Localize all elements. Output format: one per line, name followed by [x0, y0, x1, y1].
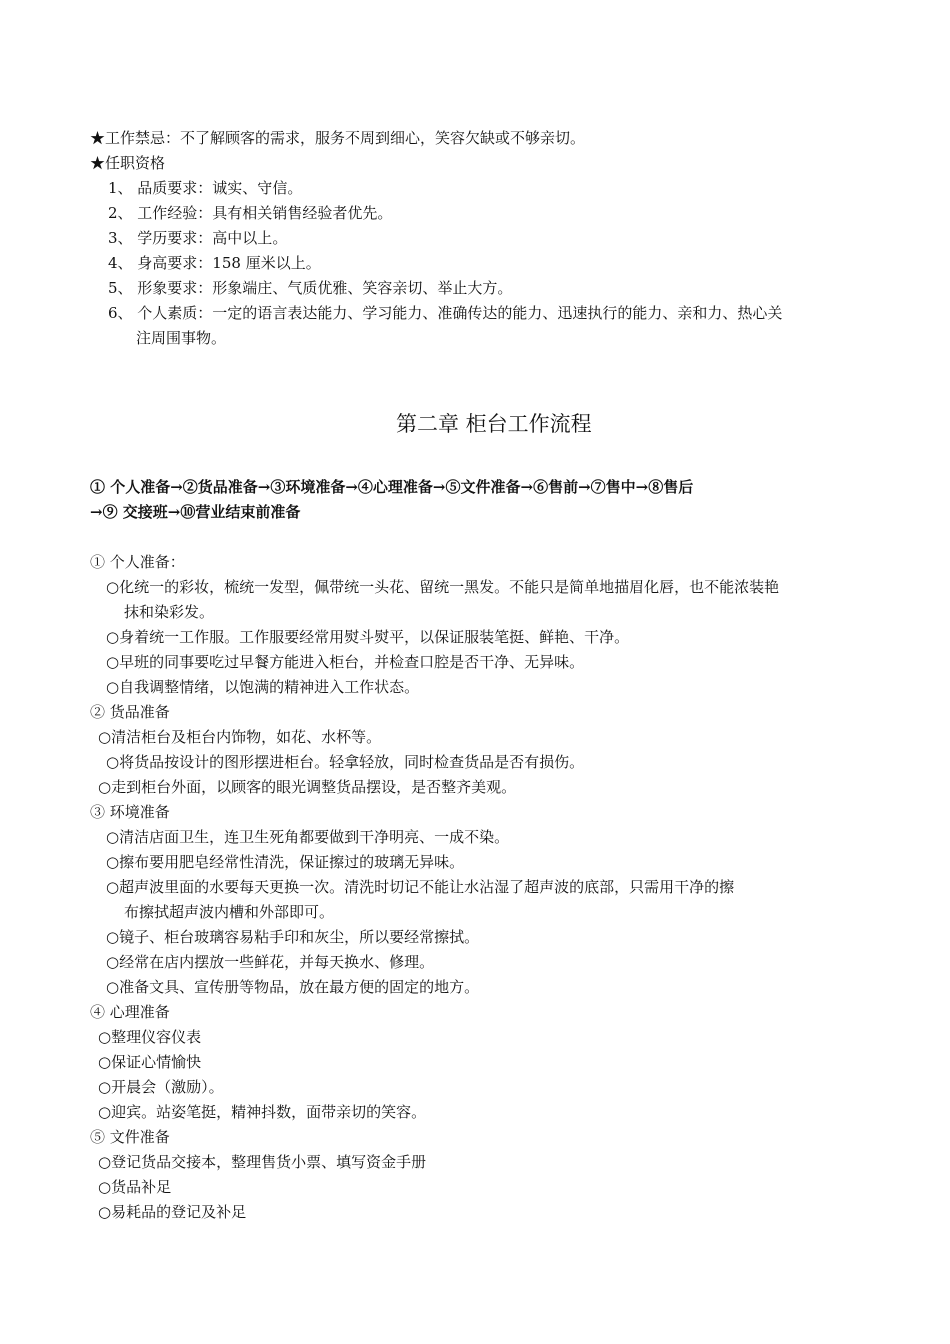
list-item: ○货品补足 — [98, 1178, 172, 1196]
list-item: ○自我调整情绪，以饱满的精神进入工作状态。 — [106, 678, 420, 696]
list-item: ○化统一的彩妆，梳统一发型，佩带统一头花、留统一黑发。不能只是简单地描眉化唇，也不能浓装艳 — [106, 578, 780, 596]
list-item: ○擦布要用肥皂经常性清洗，保证擦过的玻璃无异味。 — [106, 853, 465, 871]
section-heading-personal-prep: ① 个人准备： — [90, 553, 185, 571]
list-item: ○早班的同事要吃过早餐方能进入柜台，并检查口腔是否干净、无异味。 — [106, 653, 585, 671]
qualification-item: 5、 形象要求：形象端庄、气质优雅、笑容亲切、举止大方。 — [108, 279, 513, 297]
list-item: ○登记货品交接本，整理售货小票、填写资金手册 — [98, 1153, 427, 1171]
qualification-item: 4、 身高要求：158 厘米以上。 — [108, 254, 321, 272]
list-item: ○迎宾。站姿笔挺，精神抖数，面带亲切的笑容。 — [98, 1103, 427, 1121]
qualification-item: 3、 学历要求：高中以上。 — [108, 229, 288, 247]
chapter-title: 第二章 柜台工作流程 — [396, 412, 592, 436]
qualification-item-continued: 注周围事物。 — [136, 329, 227, 347]
section-heading-environment-prep: ③ 环境准备 — [90, 803, 170, 821]
list-item: ○开晨会（激励）。 — [98, 1078, 224, 1096]
list-item: ○经常在店内摆放一些鲜花，并每天换水、修理。 — [106, 953, 435, 971]
work-taboo-text: ★工作禁忌：不了解顾客的需求，服务不周到细心，笑容欠缺或不够亲切。 — [90, 129, 586, 147]
qualifications-heading: ★任职资格 — [90, 154, 166, 172]
list-item: ○走到柜台外面，以顾客的眼光调整货品摆设，是否整齐美观。 — [98, 778, 517, 796]
list-item: ○整理仪容仪表 — [98, 1028, 202, 1046]
list-item-continued: 抹和染彩发。 — [124, 603, 215, 621]
workflow-line-2: →⑨ 交接班→⑩营业结束前准备 — [90, 503, 301, 521]
list-item-continued: 布擦拭超声波内槽和外部即可。 — [124, 903, 335, 921]
list-item: ○将货品按设计的图形摆进柜台。轻拿轻放，同时检查货品是否有损伤。 — [106, 753, 585, 771]
section-heading-document-prep: ⑤ 文件准备 — [90, 1128, 170, 1146]
list-item: ○镜子、柜台玻璃容易粘手印和灰尘，所以要经常擦拭。 — [106, 928, 480, 946]
list-item: ○准备文具、宣传册等物品，放在最方便的固定的地方。 — [106, 978, 480, 996]
section-heading-goods-prep: ② 货品准备 — [90, 703, 170, 721]
list-item: ○超声波里面的水要每天更换一次。清洗时切记不能让水沾湿了超声波的底部，只需用干净的擦 — [106, 878, 735, 896]
list-item: ○易耗品的登记及补足 — [98, 1203, 247, 1221]
list-item: ○保证心情愉快 — [98, 1053, 202, 1071]
qualification-item: 2、 工作经验：具有相关销售经验者优先。 — [108, 204, 393, 222]
qualification-item: 1、 品质要求：诚实、守信。 — [108, 179, 303, 197]
workflow-line-1: ① 个人准备→②货品准备→③环境准备→④心理准备→⑤文件准备→⑥售前→⑦售中→⑧售后 — [90, 478, 694, 496]
section-heading-mental-prep: ④ 心理准备 — [90, 1003, 170, 1021]
list-item: ○身着统一工作服。工作服要经常用熨斗熨平，以保证服装笔挺、鲜艳、干净。 — [106, 628, 630, 646]
list-item: ○清洁柜台及柜台内饰物，如花、水杯等。 — [98, 728, 382, 746]
qualification-item: 6、 个人素质：一定的语言表达能力、学习能力、准确传达的能力、迅速执行的能力、亲和力、热心关 — [108, 304, 783, 322]
list-item: ○清洁店面卫生，连卫生死角都要做到干净明亮、一成不染。 — [106, 828, 510, 846]
